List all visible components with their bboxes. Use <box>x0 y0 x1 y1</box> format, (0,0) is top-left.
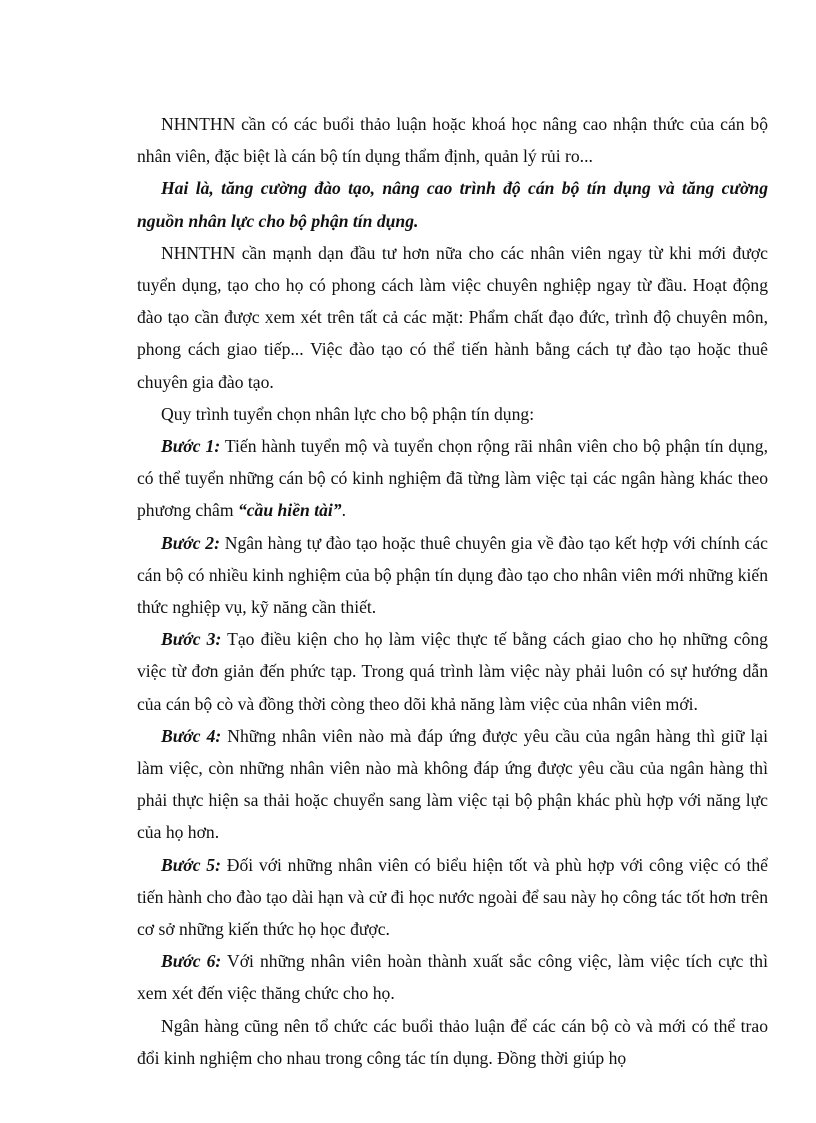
step-2-text: Ngân hàng tự đào tạo hoặc thuê chuyên gia về đào tạo kết hợp với chính các cán bộ có nhiều kinh nghiệm của bộ phận tín dụng đào tạo cho nhân viên mới những kiến thức nghiệp vụ, kỹ năng cần thiết. <box>137 532 768 618</box>
step-4-paragraph <box>137 720 768 849</box>
step-1-motto: “cầu hiền tài” <box>237 500 342 521</box>
step-6-text: Với những nhân viên hoàn thành xuất sắc công việc, làm việc tích cực thì xem xét đến việc thăng chức cho họ. <box>137 951 768 1004</box>
step-4-text: Những nhân viên nào mà đáp ứng được yêu cầu của ngân hàng thì giữ lại làm việc, còn những nhân viên nào mà không đáp ứng được yêu cầu của ngân hàng thì phải thực hiện sa thải hoặc chuyển sang làm việc tại bộ phận khác phù hợp với năng lực của họ hơn. <box>137 725 768 843</box>
paragraph-investment: NHNTHN cần mạnh dạn đầu tư hơn nữa cho các nhân viên ngay từ khi mới được tuyển dụng, tạo cho họ có phong cách làm việc chuyên nghiệp ngay từ đầu. Hoạt động đào tạo cần được xem xét trên tất cả các mặt: Phẩm chất đạo đức, trình độ chuyên môn, phong cách giao tiếp... Việc đào tạo có thể tiến hành bằng cách tự đào tạo hoặc thuê chuyên gia đào tạo. <box>137 242 768 392</box>
step-4-label: Bước 4: <box>161 725 222 746</box>
step-5-label: Bước 5: <box>161 854 221 875</box>
step-1-text: Tiến hành tuyển mộ và tuyển chọn rộng rãi nhân viên cho bộ phận tín dụng, có thể tuyển những cán bộ có kinh nghiệm đã từng làm việc tại các ngân hàng khác theo phương châm <box>137 436 768 521</box>
step-1-tail: . <box>341 500 346 521</box>
document-page <box>137 108 768 1074</box>
section-heading-training: Hai là, tăng cường đào tạo, nâng cao trình độ cán bộ tín dụng và tăng cường nguồn nhân lực cho bộ phận tín dụng. <box>137 178 768 231</box>
step-2-label: Bước 2: <box>161 532 220 553</box>
step-3-label: Bước 3: <box>161 629 222 650</box>
step-3-paragraph <box>137 623 768 720</box>
step-5-paragraph <box>137 849 768 946</box>
step-3-text: Tạo điều kiện cho họ làm việc thực tế bằng cách giao cho họ những công việc từ đơn giản đến phức tạp. Trong quá trình làm việc này phải luôn có sự hướng dẫn của cán bộ cò và đồng thời còng theo dõi khả năng làm việc của nhân viên mới. <box>137 629 768 714</box>
step-2-paragraph <box>137 527 768 624</box>
paragraph-awareness: NHNTHN cần có các buổi thảo luận hoặc khoá học nâng cao nhận thức của cán bộ nhân viên, đặc biệt là cán bộ tín dụng thẩm định, quản lý rủi ro... <box>137 114 768 167</box>
paragraph-process-intro: Quy trình tuyển chọn nhân lực cho bộ phận tín dụng: <box>161 403 535 424</box>
step-6-paragraph <box>137 945 768 1009</box>
step-5-text: Đối với những nhân viên có biểu hiện tốt và phù hợp với công việc có thể tiến hành cho đào tạo dài hạn và cử đi học nước ngoài để sau này họ công tác tốt hơn trên cơ sở những kiến thức họ học được. <box>137 854 768 940</box>
step-1-label: Bước 1: <box>161 436 221 457</box>
step-1-paragraph <box>137 430 768 527</box>
paragraph-closing: Ngân hàng cũng nên tổ chức các buổi thảo luận để các cán bộ cò và mới có thể trao đổi kinh nghiệm cho nhau trong công tác tín dụng. Đồng thời giúp họ <box>137 1015 768 1068</box>
step-6-label: Bước 6: <box>161 951 222 972</box>
